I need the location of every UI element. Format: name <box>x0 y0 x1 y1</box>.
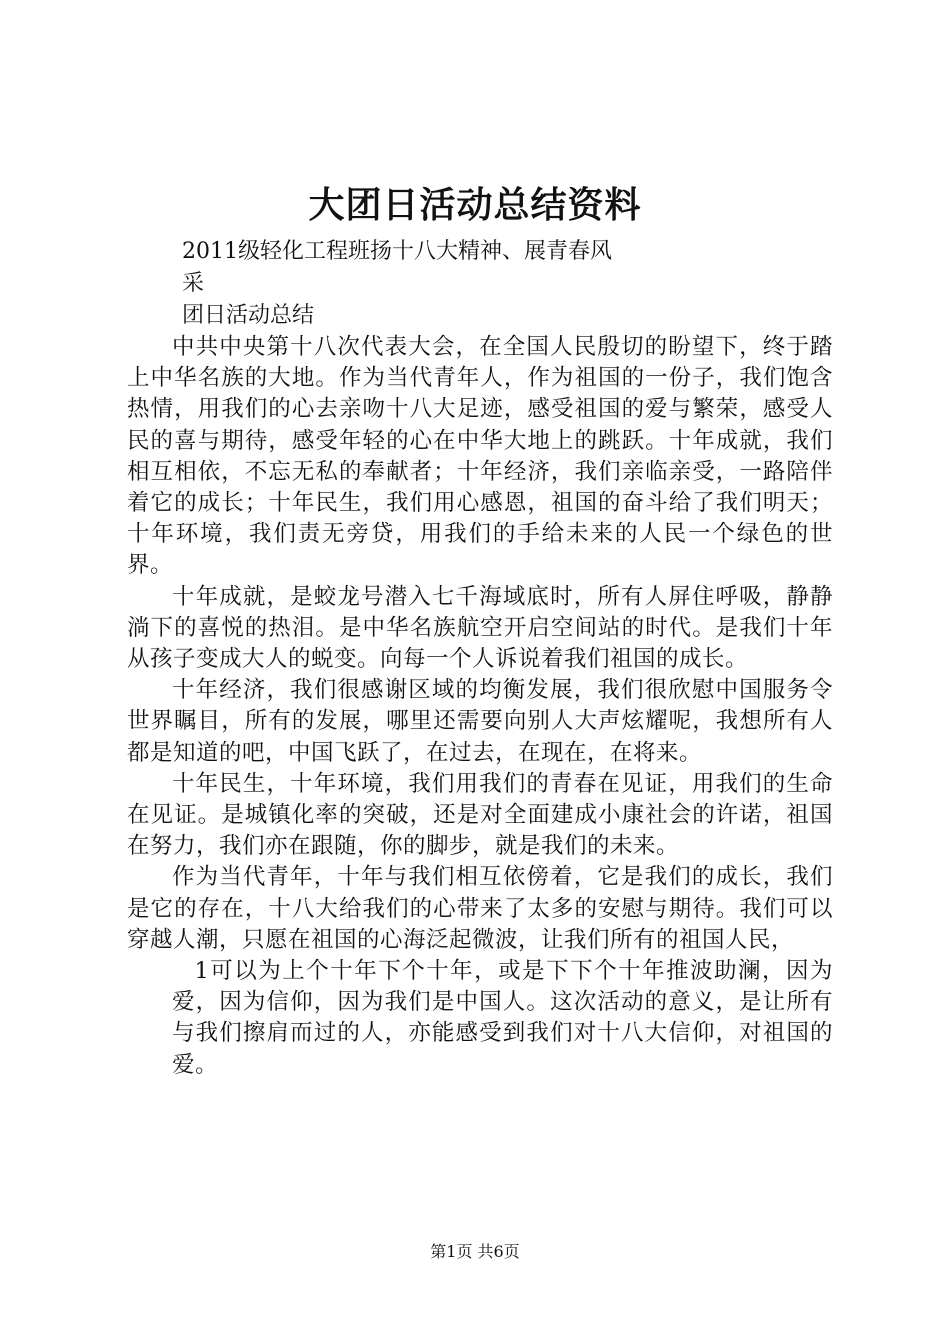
body-paragraph: 十年经济，我们很感谢区域的均衡发展，我们很欣慰中国服务令世界瞩目，所有的发展，哪里还需要向别人大声炫耀呢，我想所有人都是知道的吧，中国飞跃了，在过去，在现在，在将来。 <box>127 677 833 766</box>
document-subtitle <box>182 236 682 332</box>
subtitle-line: 团日活动总结 <box>182 303 315 328</box>
body-paragraph: 十年民生，十年环境，我们用我们的青春在见证，用我们的生命在见证。是城镇化率的突破，还是对全面建成小康社会的许诺，祖国在努力，我们亦在跟随，你的脚步，就是我们的未来。 <box>127 770 833 860</box>
page-footer: 第1页 共6页 <box>430 1242 520 1261</box>
body-paragraph: 作为当代青年，十年与我们相互依傍着，它是我们的成长，我们是它的存在，十八大给我们的心带来了太多的安慰与期待。我们可以穿越人潮，只愿在祖国的心海泛起微波，让我们所有的祖国人民， <box>127 864 833 953</box>
document-body <box>127 332 833 1081</box>
subtitle-line: 2011级轻化工程班扬十八大精神、展青春风 <box>182 239 612 264</box>
body-paragraph: 中共中央第十八次代表大会，在全国人民殷切的盼望下，终于踏上中华名族的大地。作为当代青年人，作为祖国的一份子，我们饱含热情，用我们的心去亲吻十八大足迹，感受祖国的爱与繁荣，感受人民的喜与期待，感受年轻的心在中华大地上的跳跃。十年成就，我们相互相依，不忘无私的奉献者；十年经济，我们亲临亲受，一路陪伴着它的成长；十年民生，我们用心感恩，祖国的奋斗给了我们明天；十年环境，我们责无旁贷，用我们的手给未来的人民一个绿色的世界。 <box>127 334 833 579</box>
document-title: 大团日活动总结资料 <box>308 184 642 226</box>
body-paragraph: 十年成就，是蛟龙号潜入七千海域底时，所有人屏住呼吸，静静淌下的喜悦的热泪。是中华名族航空开启空间站的时代。是我们十年从孩子变成大人的蜕变。向每一个人诉说着我们祖国的成长。 <box>127 583 833 673</box>
subtitle-line: 采 <box>182 271 205 296</box>
body-paragraph: 1可以为上个十年下个十年，或是下下个十年推波助澜，因为爱，因为信仰，因为我们是中国人。这次活动的意义，是让所有与我们擦肩而过的人，亦能感受到我们对十八大信仰，对祖国的爱。 <box>172 958 833 1078</box>
